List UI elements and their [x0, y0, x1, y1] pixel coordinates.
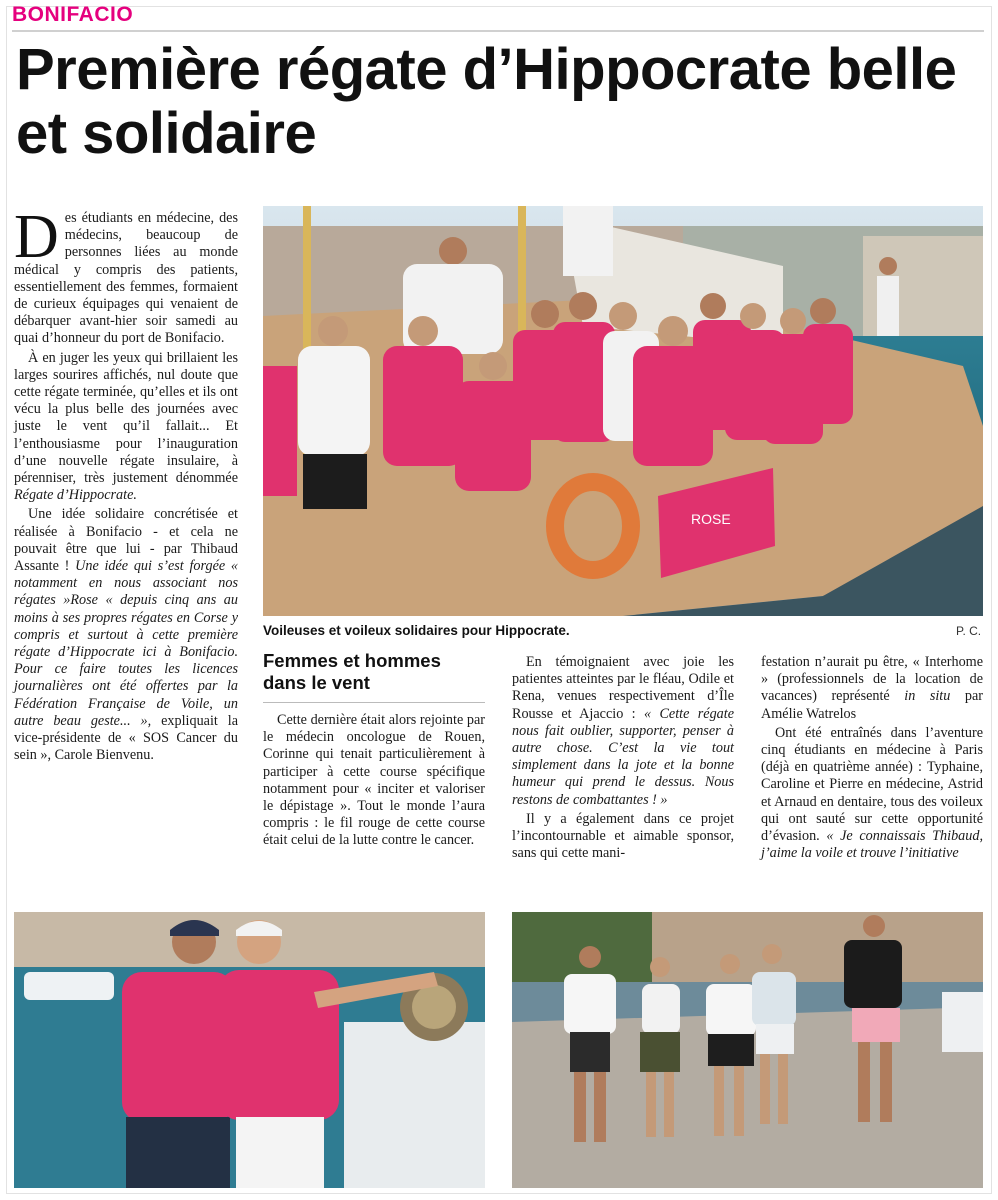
headline: Première régate d’Hippocrate belle et solidaire: [16, 37, 957, 166]
article-column-1: [14, 203, 238, 767]
paragraph-8: Ont été entraînés dans l’aventure cinq étudiants en médecine à Paris (déjà en quatrième année) : Typhaine, Caroline et Pierre en médecine, Astrid et Arnaud en dentaire, tous des voileux qui ont sauté sur cette opportunité d’évasion. « Je connaissais Thibaud, j’aime la voile et trouve l’initiative: [761, 724, 984, 862]
article-column-2: [263, 712, 485, 852]
main-photo-caption: Voileuses et voileux solidaires pour Hippocrate.: [263, 623, 570, 638]
paragraph-7: festation n’aurait pu être, « Interhome » (professionnels de la location de vacances) représenté in situ par Amélie Watrelos: [761, 654, 983, 722]
section-divider: [12, 30, 984, 32]
paragraph-2: À en juger les yeux qui brillaient les larges sourires affichés, nul doute que cette régate terminée, qu’elles et ils ont vécu la plus belle des journées avec juste le vent qu’il fallait... Et l’enthousiasme pour l’inauguration d’une nouvelle régate insulaire, à pérenniser, très justement dénommée Régate d’Hippocrate.: [14, 349, 238, 504]
bottom-right-photo: [512, 912, 983, 1188]
paragraph-1: Des étudiants en médecine, des médecins, beaucoup de personnes liées au monde médical y compris des patients, essentiellement des femmes, formaient de curieux équipages qui venaient de débarquer avant-hier soir samedi au quai d’honneur du port de Bonifacio.: [14, 203, 238, 347]
paragraph-3: Une idée solidaire concrétisée et réalisée à Bonifacio - et cela ne pouvait être que lui - par Thibaud Assante ! Une idée qui s’est forgée « notamment en nous associant nos régates »Rose « depuis cinq ans au moins à ses propres régates en Corse y compris et surtout à cette première régate d’Hippocrate ici à Bonifacio. Pour ce faire toutes les licences journalières ont été offertes par la Fédération Française de Voile, un autre beau geste... », expliquait la vice-présidente de « SOS Cancer du sein », Carole Bienvenu.: [14, 506, 238, 764]
subheading: Femmes et hommes dans le vent: [263, 650, 485, 703]
drop-cap: D: [14, 203, 59, 271]
article-column-3: [512, 654, 734, 864]
section-label: BONIFACIO: [12, 3, 134, 26]
article-column-4: [761, 654, 983, 864]
bottom-left-photo: [14, 912, 485, 1188]
svg-text:ROSE: ROSE: [691, 511, 731, 527]
paragraph-4: Cette dernière était alors rejointe par le médecin oncologue de Rouen, Corinne qui tenait particulièrement à participer à cette course spécifique notamment pour « inciter et valoriser le dépistage ». Tout le monde l’aura compris : le fil rouge de cette course était celui de la lutte contre le cancer.: [263, 712, 485, 849]
paragraph-5: En témoignaient avec joie les patientes atteintes par le fléau, Odile et Rena, venues respectivement d’Île Rousse et Ajaccio : « Cette régate nous fait oublier, supporter, penser à autre chose. C’est la vie tout simplement dans la jote et la bonne humeur qui prend le dessus. Nous restons de combattantes ! »: [512, 654, 734, 808]
main-photo-credit: P. C.: [956, 624, 982, 638]
paragraph-6: Il y a également dans ce projet l’incontournable et aimable sponsor, sans qui cette mani-: [512, 810, 734, 862]
main-photo: [263, 206, 983, 616]
